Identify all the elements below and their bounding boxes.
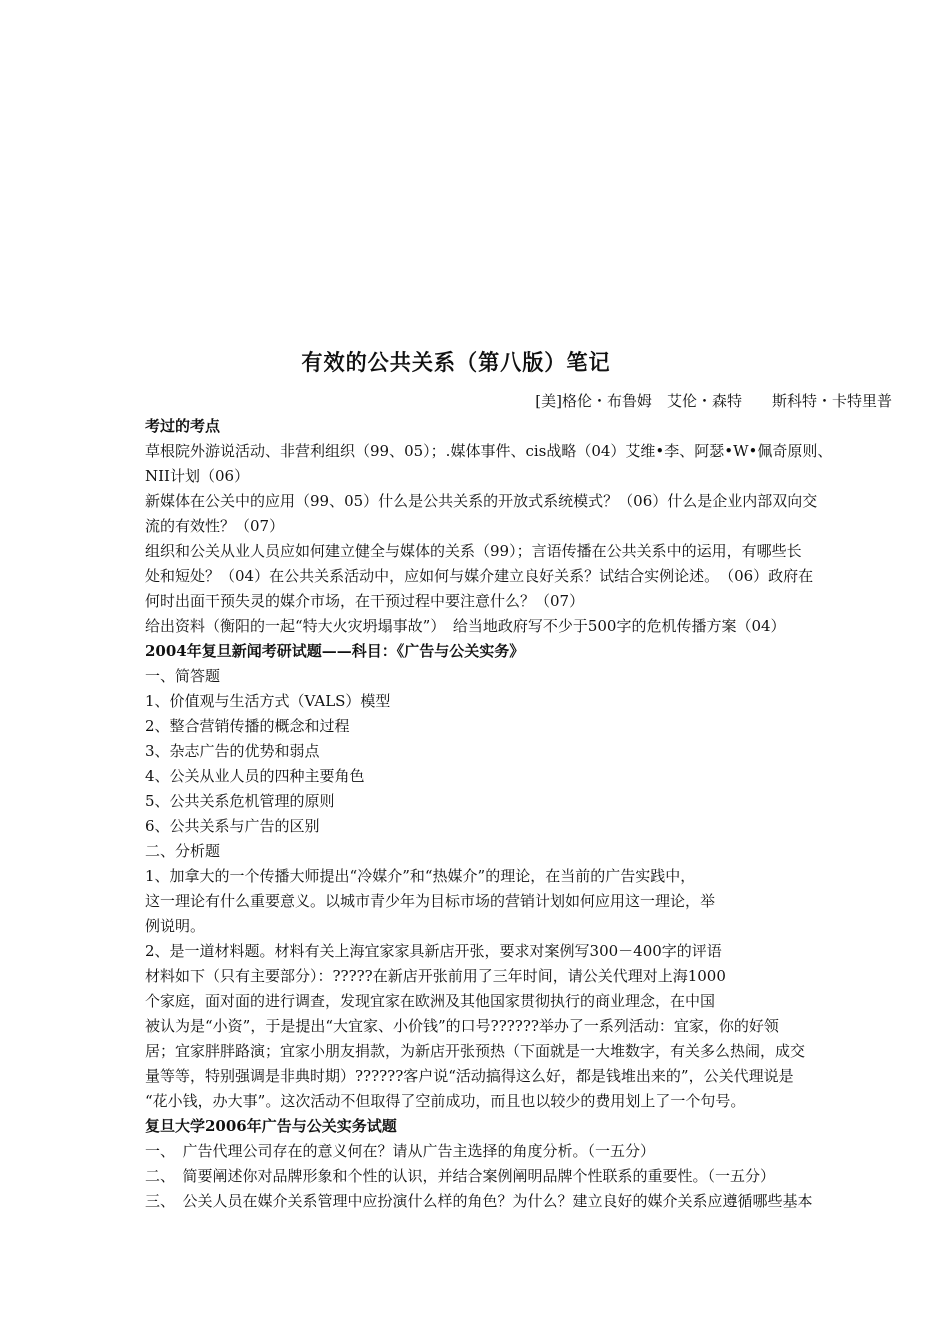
text-line: 一、简答题 — [145, 667, 221, 685]
section-heading: 复旦大学2006年广告与公关实务试题 — [145, 1117, 397, 1135]
text-line: 三、 公关人员在媒介关系管理中应扮演什么样的角色？为什么？建立良好的媒介关系应遵循哪些基本 — [145, 1192, 813, 1210]
text-line: NII计划（06） — [145, 467, 250, 485]
text-line: “花小钱，办大事”。这次活动不但取得了空前成功，而且也以较少的费用划上了一个句号。 — [145, 1092, 746, 1110]
text-line: 处和短处？（04）在公共关系活动中，应如何与媒介建立良好关系？试结合实例论述。 （06）政府在 — [145, 567, 814, 585]
text-line: 6、公共关系与广告的区别 — [145, 817, 320, 835]
text-line: 一、 广告代理公司存在的意义何在？请从广告主选择的角度分析。（一五分） — [145, 1142, 656, 1160]
text-line: 新媒体在公关中的应用（99、05）什么是公共关系的开放式系统模式？（06）什么是企业内部双向交 — [145, 492, 818, 510]
document-authors: [美]格伦・布鲁姆 艾伦・森特 斯科特・卡特里普 — [535, 392, 892, 410]
text-line: 3、杂志广告的优势和弱点 — [145, 742, 320, 760]
text-line: 二、 简要阐述你对品牌形象和个性的认识，并结合案例阐明品牌个性联系的重要性。（一五分） — [145, 1167, 776, 1185]
text-line: 2、是一道材料题。材料有关上海宜家家具新店开张，要求对案例写300－400字的评语 — [145, 942, 722, 960]
text-line: 量等等，特别强调是非典时期）??????客户说“活动搞得这么好，都是钱堆出来的”，公关代理说是 — [145, 1067, 794, 1085]
text-line: 5、公共关系危机管理的原则 — [145, 792, 335, 810]
document-title: 有效的公共关系（第八版）笔记 — [301, 350, 611, 376]
text-line: 居；宜家胖胖路演；宜家小朋友捐款，为新店开张预热（下面就是一大堆数字，有关多么热闹，成交 — [145, 1042, 806, 1060]
text-line: 例说明。 — [145, 917, 206, 935]
text-line: 给出资料（衡阳的一起“特大火灾坍塌事故”） 给当地政府写不少于500字的危机传播方案（04） — [145, 617, 786, 635]
section-heading: 2004年复旦新闻考研试题——科目：《广告与公关实务》 — [145, 642, 525, 660]
text-line: 草根院外游说活动、非营利组织（99、05）；.媒体事件、cis战略（04）艾维•李、阿瑟•W•佩奇原则、 — [145, 442, 833, 460]
text-line: 被认为是“小资”，于是提出“大宜家、小价钱”的口号??????举办了一系列活动：宜家，你的好领 — [145, 1017, 779, 1035]
text-line: 个家庭，面对面的进行调查，发现宜家在欧洲及其他国家贯彻执行的商业理念，在中国 — [145, 992, 716, 1010]
section-heading: 考过的考点 — [145, 417, 221, 435]
text-line: 1、价值观与生活方式（VALS）模型 — [145, 692, 391, 710]
text-line: 2、整合营销传播的概念和过程 — [145, 717, 350, 735]
text-line: 4、公关从业人员的四种主要角色 — [145, 767, 365, 785]
text-line: 1、加拿大的一个传播大师提出“冷媒介”和“热媒介”的理论，在当前的广告实践中， — [145, 867, 696, 885]
text-line: 何时出面干预失灵的媒介市场，在干预过程中要注意什么？（07） — [145, 592, 585, 610]
text-line: 材料如下（只有主要部分）：?????在新店开张前用了三年时间，请公关代理对上海1000 — [145, 967, 726, 985]
text-line: 流的有效性？（07） — [145, 517, 285, 535]
text-line: 这一理论有什么重要意义。以城市青少年为目标市场的营销计划如何应用这一理论，举 — [145, 892, 716, 910]
text-line: 二、分析题 — [145, 842, 221, 860]
text-line: 组织和公关从业人员应如何建立健全与媒体的关系（99）；言语传播在公共关系中的运用，有哪些长 — [145, 542, 802, 560]
